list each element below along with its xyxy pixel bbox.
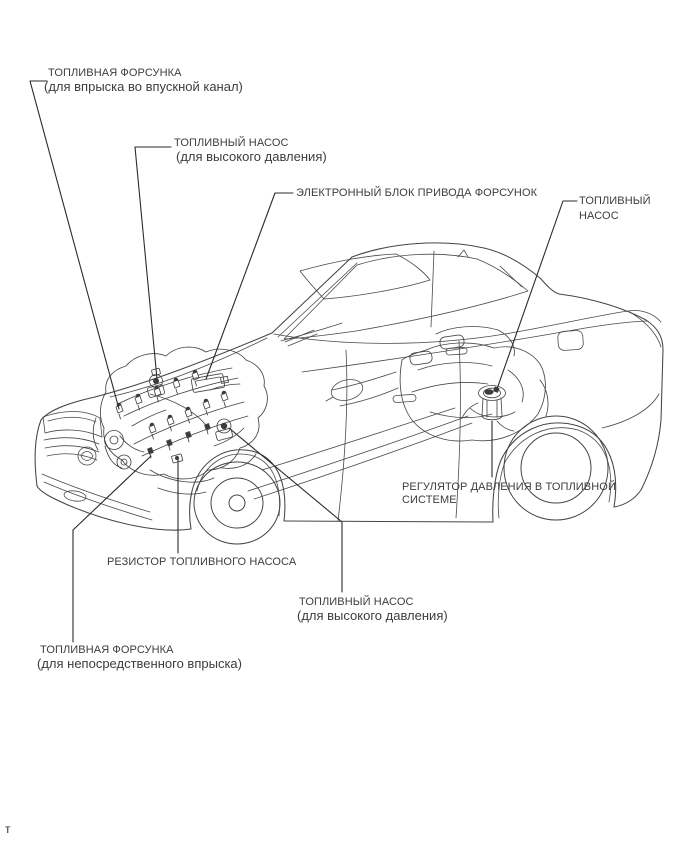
label-text: ТОПЛИВНАЯ ФОРСУНКА — [48, 67, 182, 79]
rear-glass-edge — [484, 248, 559, 294]
a-pillar — [272, 257, 352, 333]
label-text: СИСТЕМЕ — [402, 494, 457, 506]
wiper — [288, 334, 317, 346]
sunroof — [300, 254, 430, 299]
fuel-tank-outline — [400, 343, 545, 441]
label-text: ТОПЛИВНЫЙ — [579, 195, 651, 207]
leader-hp-pump-top — [135, 147, 171, 379]
label-hp-fuel-pump-side — [297, 596, 448, 623]
rear-wheel-arch — [493, 423, 616, 522]
label-text: (для впрыска во впускной канал) — [44, 79, 243, 94]
label-text: НАСОС — [579, 210, 619, 222]
front-wheel — [194, 462, 280, 544]
label-text: РЕГУЛЯТОР ДАВЛЕНИЯ В ТОПЛИВНОЙ — [402, 481, 616, 493]
trunk-edge — [559, 294, 663, 350]
fuel-tank-cutaway — [332, 327, 548, 442]
label-pressure-regulator — [402, 481, 616, 507]
hood-edge — [95, 333, 272, 397]
engine-pulley — [105, 431, 124, 450]
port-injectors — [116, 370, 228, 439]
leader-injector-driver — [206, 193, 293, 379]
label-text: (для непосредственного впрыска) — [37, 656, 242, 671]
c-pillar-divider — [500, 266, 522, 287]
rocker-line — [284, 521, 493, 522]
label-text: ТОПЛИВНЫЙ НАСОС — [174, 137, 289, 149]
label-fuel-pump-resistor — [107, 556, 296, 569]
front-face — [35, 397, 95, 486]
front-wheel-rim — [211, 478, 263, 528]
label-text: ТОПЛИВНАЯ ФОРСУНКА — [40, 644, 174, 656]
wiper — [285, 330, 314, 342]
label-text: (для высокого давления) — [176, 149, 327, 164]
label-text: РЕЗИСТОР ТОПЛИВНОГО НАСОСА — [107, 556, 297, 568]
fuel-pump-resistor — [171, 454, 182, 463]
front-door-seam — [338, 350, 347, 521]
label-fuel-injector-direct — [37, 644, 242, 671]
label-fuel-pump-rear — [579, 194, 651, 224]
label-injector-driver-unit — [296, 187, 537, 200]
label-text: (для высокого давления) — [297, 608, 448, 623]
front-wheel-hub — [229, 495, 245, 511]
rear-face — [614, 350, 663, 507]
door-handle — [393, 394, 416, 403]
fuel-filler-door — [557, 330, 583, 351]
direct-injectors — [148, 424, 211, 459]
wheels — [194, 416, 608, 544]
headrest — [409, 351, 432, 366]
page-corner-mark: т — [5, 822, 11, 836]
label-text: ЭЛЕКТРОННЫЙ БЛОК ПРИВОДА ФОРСУНОК — [296, 187, 538, 199]
leader-injector-direct — [73, 456, 151, 642]
fog-light — [63, 490, 86, 503]
label-fuel-injector-port — [44, 67, 243, 94]
leader-injector-port — [30, 81, 119, 409]
label-text: ТОПЛИВНЫЙ НАСОС — [299, 596, 414, 608]
high-pressure-pump-side — [215, 419, 233, 441]
label-hp-fuel-pump-top — [170, 137, 327, 164]
